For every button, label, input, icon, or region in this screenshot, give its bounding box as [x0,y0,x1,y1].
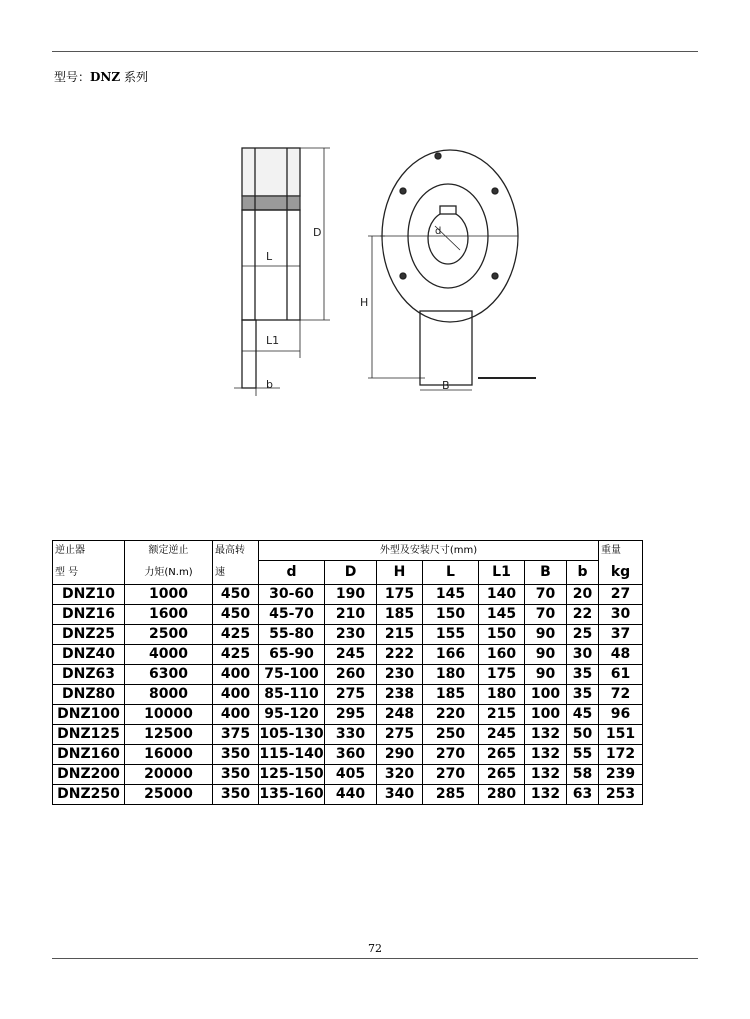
cell-kg: 30 [599,605,643,625]
cell-D: 245 [325,645,377,665]
cell-B: 100 [525,705,567,725]
cell-d: 30-60 [259,585,325,605]
cell-B: 132 [525,785,567,805]
header-L1: L1 [479,561,525,585]
cell-B: 132 [525,745,567,765]
label-D: D [313,226,322,239]
cell-b: 35 [567,685,599,705]
cell-L1: 215 [479,705,525,725]
cell-B: 90 [525,645,567,665]
header-model-bottom: 型 号 [53,561,125,585]
cell-b: 63 [567,785,599,805]
cell-speed: 350 [213,765,259,785]
header-d: d [259,561,325,585]
cell-b: 22 [567,605,599,625]
cell-torque: 2500 [125,625,213,645]
header-row-2 [53,561,643,585]
cell-D: 230 [325,625,377,645]
cell-b: 45 [567,705,599,725]
header-model-top: 逆止器 [53,541,125,561]
cell-speed: 400 [213,665,259,685]
table-row [53,665,643,685]
cell-model: DNZ125 [53,725,125,745]
cell-speed: 425 [213,645,259,665]
cell-speed: 375 [213,725,259,745]
cell-b: 30 [567,645,599,665]
table-row [53,685,643,705]
cell-speed: 425 [213,625,259,645]
model-title [54,68,148,85]
cell-L: 270 [423,745,479,765]
page-number: 72 [368,942,382,955]
cell-L: 285 [423,785,479,805]
cell-H: 215 [377,625,423,645]
cell-kg: 72 [599,685,643,705]
cell-torque: 16000 [125,745,213,765]
cell-L: 185 [423,685,479,705]
cell-b: 35 [567,665,599,685]
cell-d: 125-150 [259,765,325,785]
front-view [368,150,536,390]
cell-d: 95-120 [259,705,325,725]
cell-d: 75-100 [259,665,325,685]
table-row [53,625,643,645]
cell-d: 85-110 [259,685,325,705]
cell-torque: 6300 [125,665,213,685]
header-kg: kg [599,561,643,585]
top-rule [52,51,698,52]
table-row [53,765,643,785]
cell-speed: 450 [213,585,259,605]
cell-B: 90 [525,665,567,685]
cell-torque: 20000 [125,765,213,785]
cell-b: 50 [567,725,599,745]
cell-B: 100 [525,685,567,705]
header-D: D [325,561,377,585]
cell-d: 45-70 [259,605,325,625]
label-b: b [266,378,273,391]
cell-torque: 1000 [125,585,213,605]
cell-H: 238 [377,685,423,705]
cell-L1: 180 [479,685,525,705]
cell-H: 230 [377,665,423,685]
cell-speed: 450 [213,605,259,625]
cell-H: 290 [377,745,423,765]
cell-L: 150 [423,605,479,625]
label-d: d [435,226,442,237]
cell-kg: 96 [599,705,643,725]
cell-d: 105-130 [259,725,325,745]
cell-H: 340 [377,785,423,805]
technical-drawing [220,126,540,406]
cell-D: 405 [325,765,377,785]
cell-kg: 61 [599,665,643,685]
table-row [53,725,643,745]
cell-b: 25 [567,625,599,645]
table-row [53,705,643,725]
header-H: H [377,561,423,585]
cell-speed: 350 [213,745,259,765]
model-name: DNZ [90,70,121,84]
cell-kg: 48 [599,645,643,665]
series-label: 系列 [120,70,148,84]
cell-L: 145 [423,585,479,605]
cell-L1: 145 [479,605,525,625]
header-weight-top: 重量 [599,541,643,561]
cell-model: DNZ63 [53,665,125,685]
cell-b: 55 [567,745,599,765]
cell-L1: 265 [479,745,525,765]
table-row [53,785,643,805]
cell-H: 185 [377,605,423,625]
cell-model: DNZ160 [53,745,125,765]
cell-kg: 151 [599,725,643,745]
cell-torque: 4000 [125,645,213,665]
cell-D: 190 [325,585,377,605]
table-row [53,745,643,765]
cell-H: 175 [377,585,423,605]
label-B: B [442,379,450,392]
cell-L: 250 [423,725,479,745]
cell-torque: 25000 [125,785,213,805]
cell-model: DNZ40 [53,645,125,665]
cell-b: 20 [567,585,599,605]
model-label: 型号： [54,70,91,84]
label-H: H [360,296,369,309]
cell-model: DNZ16 [53,605,125,625]
cell-L: 155 [423,625,479,645]
header-torque-top: 额定逆止 [125,541,213,561]
cell-kg: 239 [599,765,643,785]
cell-D: 440 [325,785,377,805]
table-row [53,605,643,625]
cell-b: 58 [567,765,599,785]
header-L: L [423,561,479,585]
cell-kg: 37 [599,625,643,645]
cell-D: 330 [325,725,377,745]
header-B: B [525,561,567,585]
bottom-rule [52,958,698,959]
header-b: b [567,561,599,585]
cell-speed: 350 [213,785,259,805]
cell-L1: 150 [479,625,525,645]
cell-L1: 175 [479,665,525,685]
cell-L: 270 [423,765,479,785]
cell-H: 248 [377,705,423,725]
cell-model: DNZ200 [53,765,125,785]
cell-B: 70 [525,585,567,605]
cell-B: 70 [525,605,567,625]
cell-L: 220 [423,705,479,725]
cell-torque: 10000 [125,705,213,725]
cell-d: 115-140 [259,745,325,765]
cell-d: 65-90 [259,645,325,665]
cell-model: DNZ80 [53,685,125,705]
cell-D: 360 [325,745,377,765]
cell-H: 222 [377,645,423,665]
cell-B: 90 [525,625,567,645]
cell-model: DNZ25 [53,625,125,645]
cell-d: 135-160 [259,785,325,805]
cell-L1: 245 [479,725,525,745]
header-speed-top: 最高转 [213,541,259,561]
header-dimensions: 外型及安装尺寸(mm) [259,541,599,561]
cell-H: 320 [377,765,423,785]
cell-torque: 8000 [125,685,213,705]
cell-speed: 400 [213,685,259,705]
label-L1: L1 [266,334,280,347]
cell-L: 166 [423,645,479,665]
cell-torque: 12500 [125,725,213,745]
cell-model: DNZ10 [53,585,125,605]
cell-D: 210 [325,605,377,625]
cell-model: DNZ100 [53,705,125,725]
cell-kg: 27 [599,585,643,605]
cell-L1: 280 [479,785,525,805]
label-L: L [266,250,273,263]
cell-torque: 1600 [125,605,213,625]
cell-L1: 160 [479,645,525,665]
header-torque-bottom: 力矩(N.m) [125,561,213,585]
cell-D: 295 [325,705,377,725]
cell-kg: 172 [599,745,643,765]
cell-B: 132 [525,725,567,745]
cell-L1: 140 [479,585,525,605]
cell-speed: 400 [213,705,259,725]
table-row [53,645,643,665]
cell-model: DNZ250 [53,785,125,805]
cell-H: 275 [377,725,423,745]
header-row-1 [53,541,643,561]
header-speed-bottom: 速 [213,561,259,585]
cell-d: 55-80 [259,625,325,645]
cell-kg: 253 [599,785,643,805]
cell-B: 132 [525,765,567,785]
cell-L1: 265 [479,765,525,785]
cell-D: 260 [325,665,377,685]
cell-L: 180 [423,665,479,685]
table-row [53,585,643,605]
side-view [234,148,330,396]
cell-D: 275 [325,685,377,705]
spec-table [52,540,643,805]
